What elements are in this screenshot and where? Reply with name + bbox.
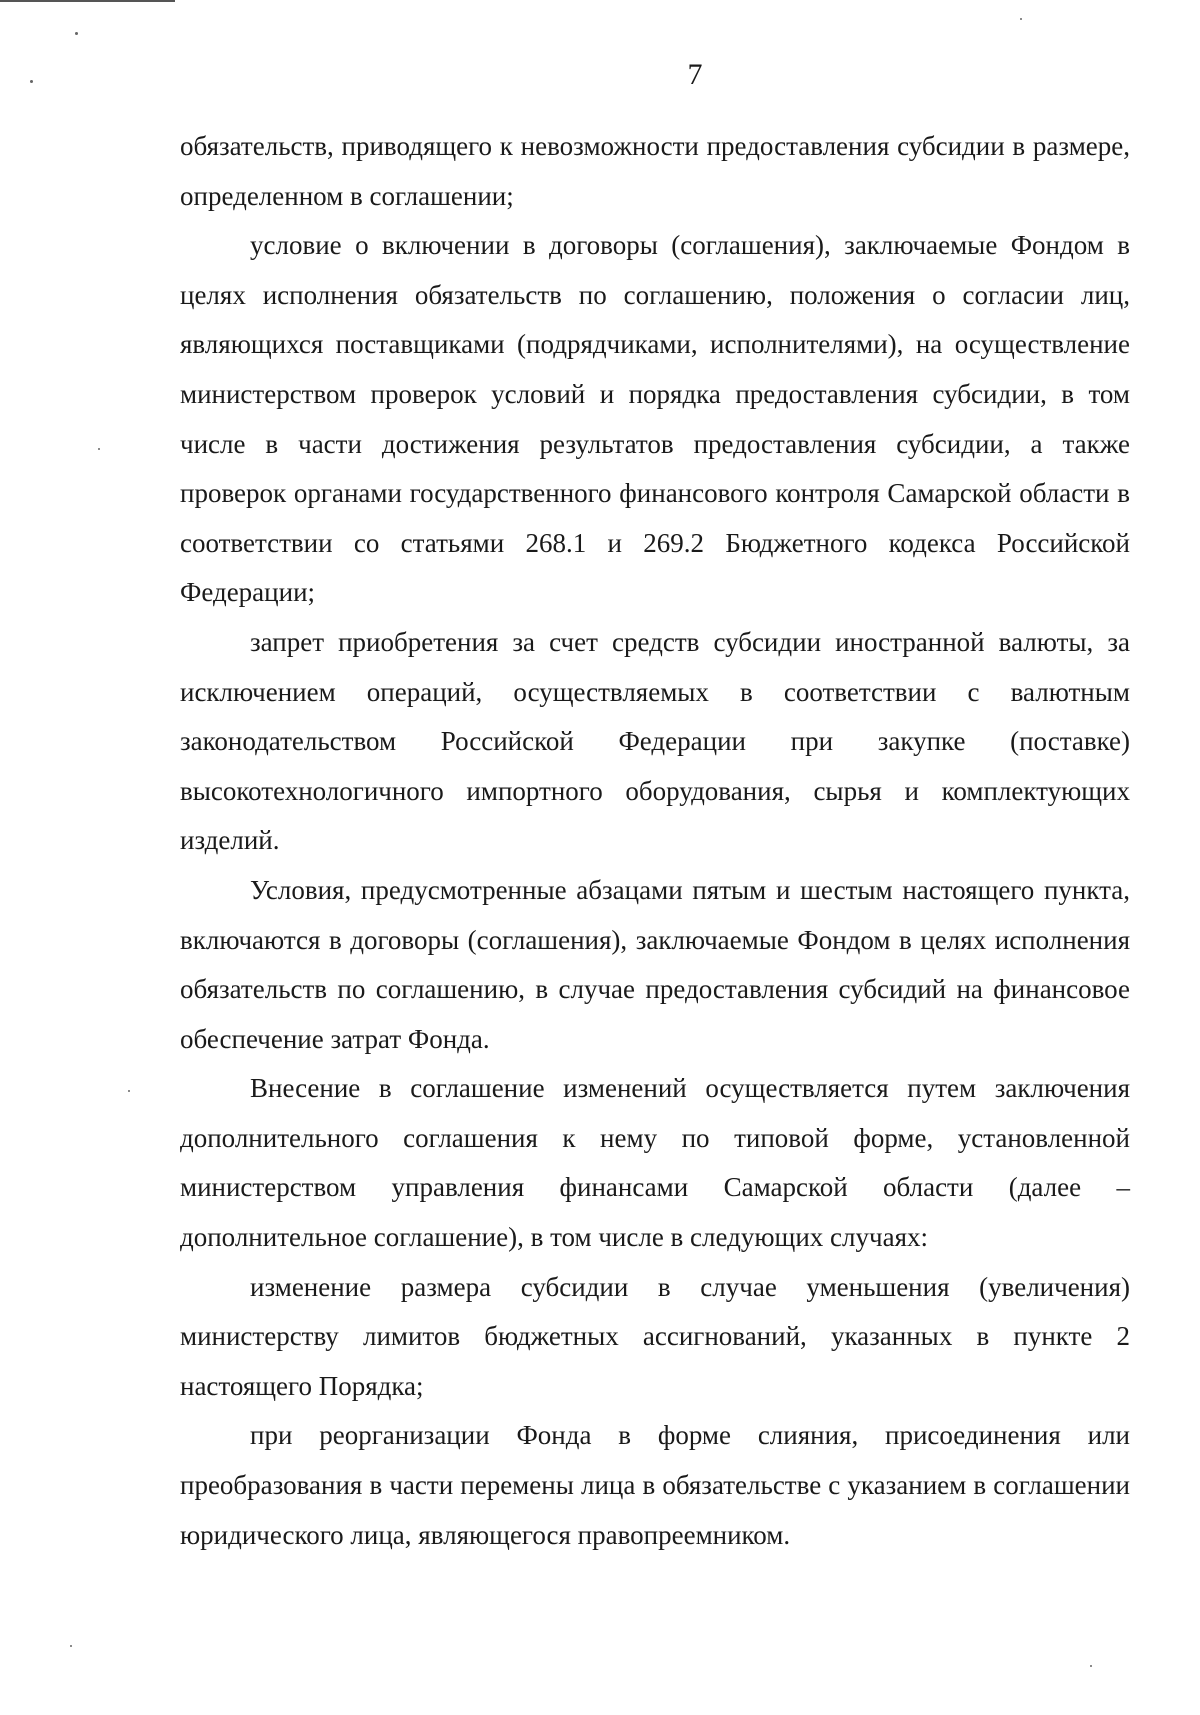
scan-speck [1020, 18, 1022, 20]
page-number: 7 [687, 58, 703, 91]
paragraph-5: Внесение в соглашение изменений осуществляется путем заключения дополнительного соглашения к нему по типовой форме, установленной министерством управления финансами Самарской области (далее – дополнительное соглашение), в том числе в следующих случаях: [180, 1073, 1130, 1253]
paragraph-6: изменение размера субсидии в случае уменьшения (увеличения) министерству лимитов бюджетных ассигнований, указанных в пункте 2 настоящего Порядка; [180, 1271, 1130, 1401]
scan-speck [70, 1645, 72, 1647]
scan-speck [75, 32, 78, 35]
scan-speck [98, 448, 100, 450]
scan-speck [128, 1090, 130, 1092]
body-text [180, 122, 1130, 1560]
paragraph-7: при реорганизации Фонда в форме слияния, присоединения или преобразования в части перемены лица в обязательстве с указанием в соглашении юридического лица, являющегося правопреемником. [180, 1420, 1130, 1550]
paragraph-4: Условия, предусмотренные абзацами пятым и шестым настоящего пункта, включаются в договоры (соглашения), заключаемые Фондом в целях исполнения обязательств по соглашению, в случае предоставления субсидий на финансовое обеспечение затрат Фонда. [180, 874, 1130, 1054]
scan-edge-line [0, 0, 175, 2]
paragraph-2: условие о включении в договоры (соглашения), заключаемые Фондом в целях исполнения обязательств по соглашению, положения о согласии лиц, являющихся поставщиками (подрядчиками, исполнителями), на осуществление министерством проверок условий и порядка предоставления субсидии, в том числе в части достижения результатов предоставления субсидии, а также проверок органами государственного финансового контроля Самарской области в соответствии со статьями 268.1 и 269.2 Бюджетного кодекса Российской Федерации; [180, 230, 1130, 608]
paragraph-3: запрет приобретения за счет средств субсидии иностранной валюты, за исключением операций, осуществляемых в соответствии с валютным законодательством Российской Федерации при закупке (поставке) высокотехнологичного импортного оборудования, сырья и комплектующих изделий. [180, 626, 1130, 856]
paragraph-1: обязательств, приводящего к невозможности предоставления субсидии в размере, определенном в соглашении; [180, 131, 1130, 211]
scan-speck [1090, 1665, 1092, 1667]
